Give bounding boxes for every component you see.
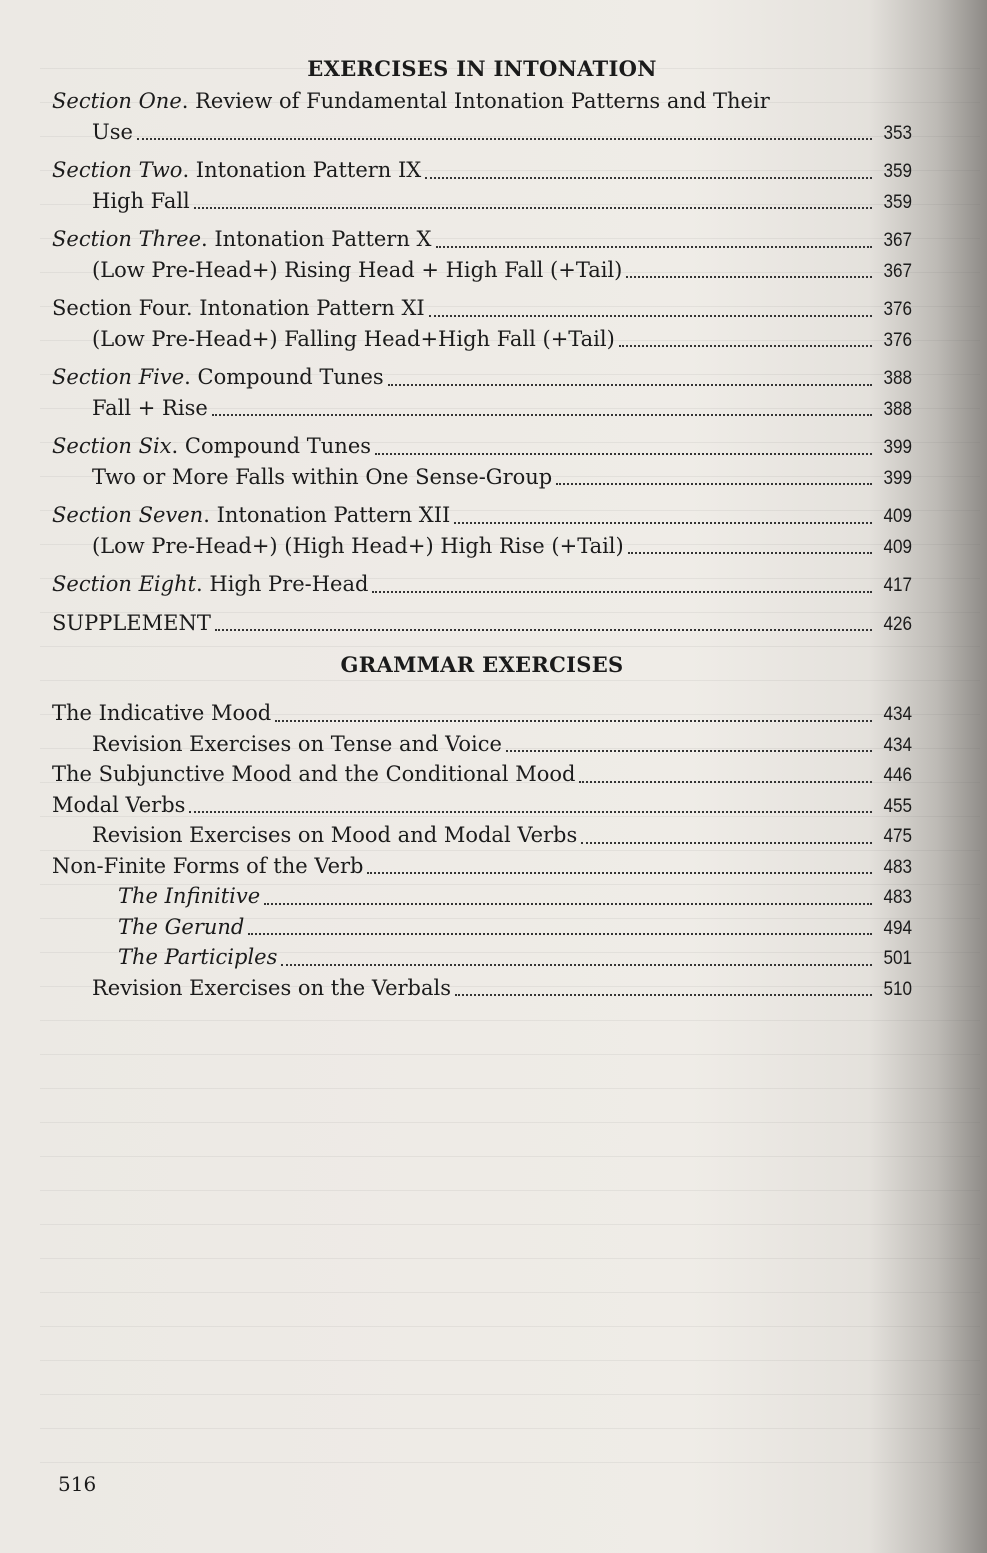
section-heading-grammar: GRAMMAR EXERCISES [340,652,624,677]
entry-title: . Intonation Pattern XII [203,503,451,527]
toc-subentry [52,393,912,424]
toc-subentry [52,912,912,943]
page-number: 376 [883,329,912,351]
page-number: 409 [883,536,912,558]
page-number: 434 [883,734,912,756]
toc-subentry [52,462,912,493]
page-number: 483 [883,856,912,878]
entry-label: Section Three [52,227,201,251]
toc-entry [52,698,912,729]
page-folio-number: 516 [58,1472,97,1496]
entry-title: (Low Pre-Head+) Falling Head+High Fall (+Tail) [92,326,615,351]
entry-label: Section Two [52,158,183,182]
dot-leader [388,384,872,386]
page-number: 426 [883,613,912,635]
dot-leader [212,414,872,416]
page-number: 376 [883,299,912,320]
dot-leader [454,522,872,524]
dot-leader [275,720,872,722]
dot-leader [367,872,872,874]
toc-subentry [52,729,912,760]
dot-leader [556,483,872,485]
entry-title: Two or More Falls within One Sense-Group [92,464,553,489]
page-number: 417 [883,575,912,596]
toc-subentry [52,973,912,1004]
entry-title: Section Four. Intonation Pattern XI [52,296,425,320]
toc-subentry [52,255,912,286]
entry-label: Section Seven [52,503,204,527]
entry-title: The Infinitive [118,884,261,908]
dot-leader [429,315,872,317]
entry-title: (Low Pre-Head+) (High Head+) High Rise (+Tail) [92,533,624,558]
dot-leader [455,994,872,996]
dot-leader [375,453,872,455]
page-number: 483 [883,887,912,908]
dot-leader [436,246,873,248]
entry-label: Section Six [52,434,172,458]
page-number: 359 [883,191,912,213]
toc-subentry [52,820,912,851]
dot-leader [579,781,872,783]
entry-title: Revision Exercises on Mood and Modal Verbs [92,823,578,847]
entry-title: SUPPLEMENT [52,610,211,635]
toc-subentry [52,324,912,355]
entry-title: The Indicative Mood [52,701,272,725]
entry-title: The Gerund [118,914,245,939]
toc-entry-section-six [52,431,912,462]
page-number: 510 [883,978,912,1000]
dot-leader [137,138,872,140]
dot-leader [425,177,872,179]
entry-title: . Review of Fundamental Intonation Patterns and Their [181,89,770,113]
toc-subentry [52,942,912,973]
entry-title: . Compound Tunes [184,365,384,389]
page-number: 367 [883,230,912,251]
entry-title: . Intonation Pattern IX [182,158,422,182]
page-number: 494 [883,917,912,939]
entry-title: . Intonation Pattern X [201,227,432,251]
toc-subentry [52,531,912,562]
toc-subentry [52,186,912,217]
page-number: 501 [883,948,912,969]
dot-leader [194,207,872,209]
dot-leader [189,811,872,813]
entry-title: High Fall [92,188,190,213]
entry-label: Section One [52,89,182,113]
dot-leader [626,276,872,278]
dot-leader [215,629,872,631]
toc-entry-section-four [52,293,912,324]
entry-title: The Subjunctive Mood and the Conditional Mood [52,762,576,786]
toc-entry-section-one [52,86,912,147]
toc-entry [52,759,912,790]
toc-entry-supplement [52,608,912,639]
toc-entry-section-two [52,155,912,186]
dot-leader [372,591,872,593]
page-number: 475 [883,826,912,847]
dot-leader [248,933,872,935]
page-number: 359 [883,161,912,182]
page-number: 353 [883,122,912,144]
page-number: 367 [883,260,912,282]
entry-title: (Low Pre-Head+) Rising Head + High Fall (+Tail) [92,257,623,282]
dot-leader [281,964,872,966]
page-number: 455 [883,795,912,817]
entry-title: Fall + Rise [92,395,208,420]
toc-entry-section-five [52,362,912,393]
dot-leader [506,750,872,752]
page-number: 434 [883,704,912,725]
section-heading-intonation: EXERCISES IN INTONATION [307,56,657,81]
entry-title: . High Pre-Head [196,572,369,596]
dot-leader [628,552,872,554]
page-number: 446 [883,765,912,786]
page-number: 399 [883,467,912,489]
page-number: 409 [883,506,912,527]
toc-entry-section-seven [52,500,912,531]
entry-title: Revision Exercises on the Verbals [92,975,451,1000]
page-number: 388 [883,368,912,389]
page-number: 399 [883,437,912,458]
table-of-contents [52,52,912,1003]
entry-title: Revision Exercises on Tense and Voice [92,731,502,756]
toc-entry [52,790,912,821]
entry-title: Modal Verbs [52,792,186,817]
entry-label: Section Five [52,365,185,389]
entry-title: The Participles [118,945,278,969]
entry-title: Non-Finite Forms of the Verb [52,853,364,878]
entry-title: . Compound Tunes [171,434,372,458]
toc-entry [52,851,912,882]
dot-leader [581,842,872,844]
toc-entry-section-three [52,224,912,255]
entry-label: Section Eight [52,572,197,596]
toc-entry-section-eight [52,569,912,600]
dot-leader [264,903,872,905]
page-number: 388 [883,398,912,420]
entry-title-continuation: Use [92,119,133,144]
dot-leader [619,345,872,347]
toc-subentry [52,881,912,912]
